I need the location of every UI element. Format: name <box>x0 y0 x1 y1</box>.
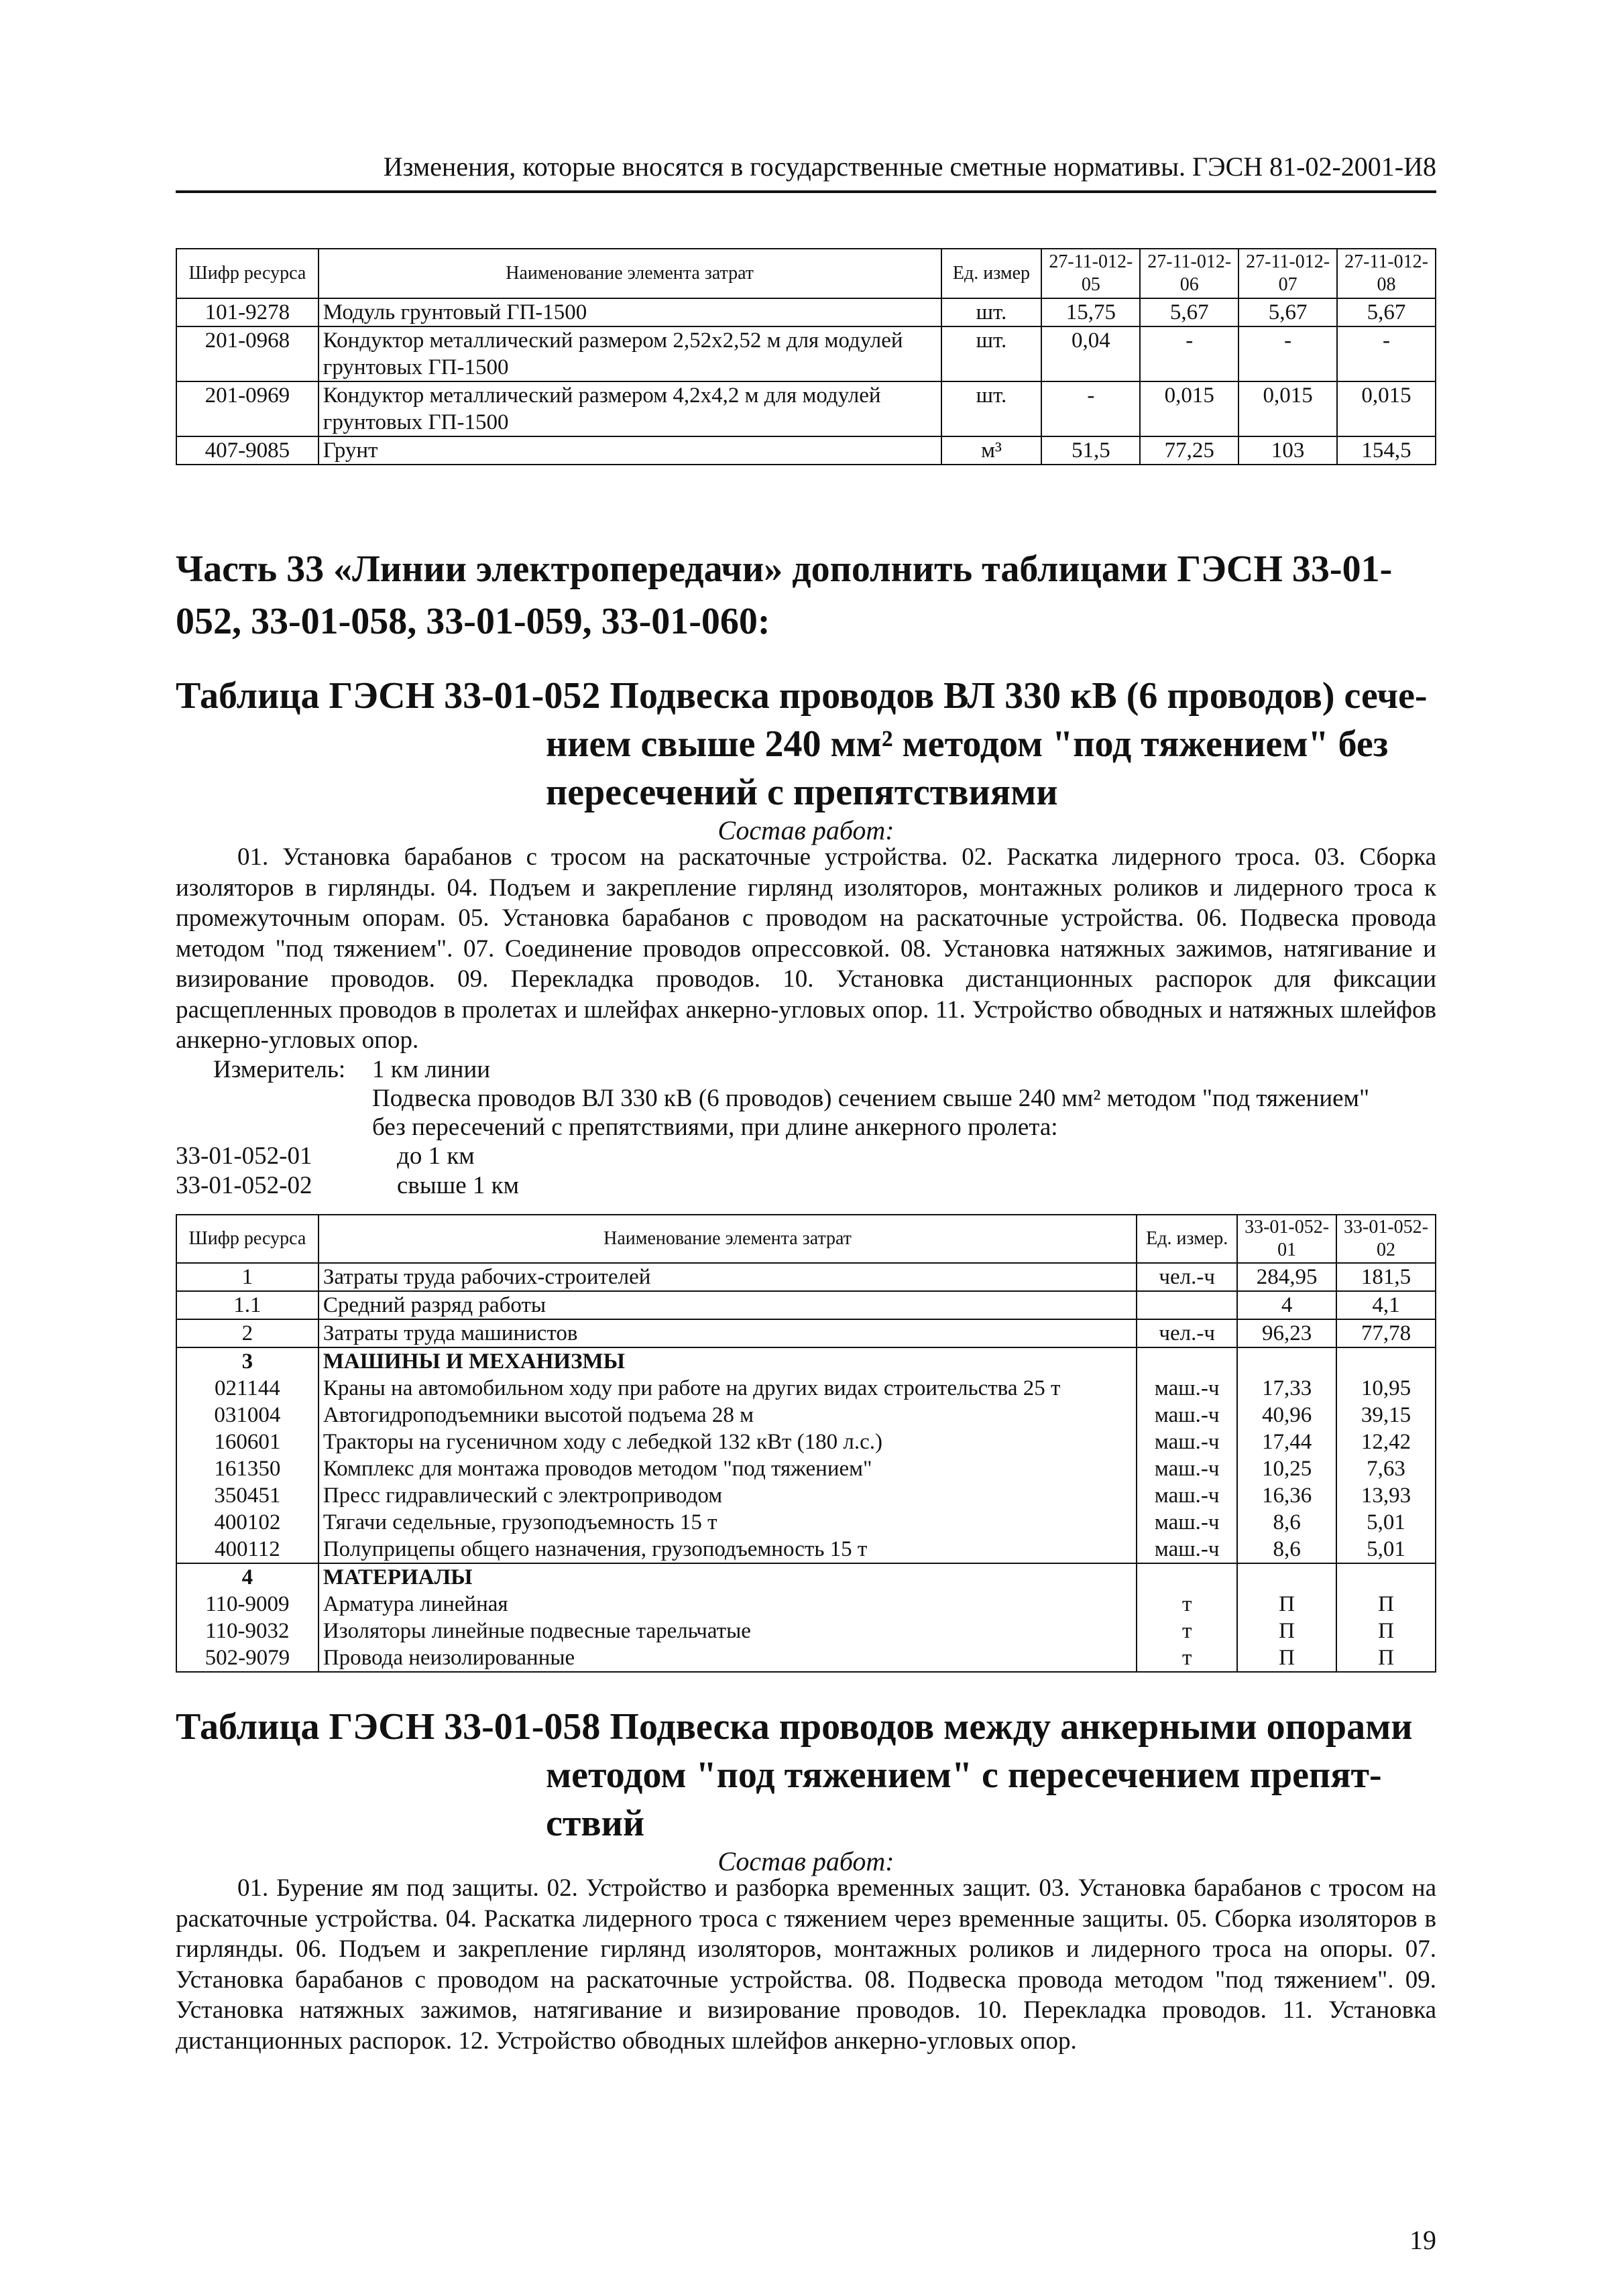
cell-unit: т <box>1137 1644 1237 1672</box>
cell-value: 4,1 <box>1336 1291 1436 1319</box>
table-row <box>176 1591 1436 1618</box>
table-row <box>176 1319 1436 1347</box>
table-row <box>176 1509 1436 1536</box>
cell-value: 10,95 <box>1336 1375 1436 1402</box>
table-052-title <box>176 672 1436 817</box>
cell-name: Модуль грунтовый ГП-1500 <box>319 298 941 326</box>
table-052-composition-label: Состав работ: <box>717 815 894 845</box>
cell-value: 0,04 <box>1041 326 1140 381</box>
cell-value: - <box>1337 326 1436 381</box>
cell-code: 201-0968 <box>176 326 319 381</box>
cell-value: 16,36 <box>1237 1482 1336 1509</box>
table-row <box>176 1429 1436 1455</box>
table-row <box>176 1644 1436 1672</box>
cell-name: Тягачи седельные, грузоподъемность 15 т <box>319 1509 1137 1536</box>
cell-value: 5,67 <box>1140 298 1238 326</box>
cell-value: 181,5 <box>1336 1263 1436 1291</box>
table-row <box>176 1402 1436 1429</box>
cell-section-heading: МАТЕРИАЛЫ <box>319 1563 1137 1591</box>
cell-unit: маш.-ч <box>1137 1402 1237 1429</box>
cell-value: 8,6 <box>1237 1509 1336 1536</box>
cell-section-heading: МАШИНЫ И МЕХАНИЗМЫ <box>319 1347 1137 1375</box>
running-header: Изменения, которые вносятся в государственные сметные нормативы. ГЭСН 81-02-2001-И8 <box>176 146 1436 193</box>
cell-code: 2 <box>176 1319 319 1347</box>
cell-value: 7,63 <box>1336 1455 1436 1482</box>
cell-name: Затраты труда машинистов <box>319 1319 1137 1347</box>
col-header-norm-07: 27-11-012-07 <box>1238 249 1337 298</box>
table-row <box>176 326 1436 381</box>
cell-unit: т <box>1137 1618 1237 1644</box>
table-row <box>176 1618 1436 1644</box>
cell-value: 4 <box>1237 1291 1336 1319</box>
cell-value: 17,33 <box>1237 1375 1336 1402</box>
cell-value: П <box>1237 1591 1336 1618</box>
cell-unit: маш.-ч <box>1137 1375 1237 1402</box>
cell-unit: м³ <box>941 436 1042 465</box>
cell-name: Автогидроподъемники высотой подъема 28 м <box>319 1402 1137 1429</box>
cell-unit: маш.-ч <box>1137 1536 1237 1563</box>
cell-name: Средний разряд работы <box>319 1291 1137 1319</box>
cell-code: 407-9085 <box>176 436 319 465</box>
col-header-unit: Ед. измер <box>941 249 1042 298</box>
cell-value: 12,42 <box>1336 1429 1436 1455</box>
table-row <box>176 1536 1436 1563</box>
cell-value: 17,44 <box>1237 1429 1336 1455</box>
cell-code: 502-9079 <box>176 1644 319 1672</box>
cell-code: 1.1 <box>176 1291 319 1319</box>
cell-code: 350451 <box>176 1482 319 1509</box>
cell-value: 5,67 <box>1238 298 1337 326</box>
table-row <box>176 1375 1436 1402</box>
table-058-composition-label: Состав работ: <box>717 1846 894 1876</box>
cell-code: 400102 <box>176 1509 319 1536</box>
cell-value: 40,96 <box>1237 1402 1336 1429</box>
cell-value: 0,015 <box>1238 381 1337 436</box>
cell-unit: маш.-ч <box>1137 1429 1237 1455</box>
cell-value: 154,5 <box>1337 436 1436 465</box>
table-row <box>176 1263 1436 1291</box>
table-058-title-line2: методом "под тяжением" с пересечением препят- <box>546 1754 1382 1796</box>
table-058-title-line1: Таблица ГЭСН 33-01-058 Подвеска проводов между анкерными опорами <box>176 1706 1413 1748</box>
cell-value: 13,93 <box>1336 1482 1436 1509</box>
cell-unit: шт. <box>941 381 1042 436</box>
cell-value <box>1237 1347 1336 1375</box>
cell-code: 101-9278 <box>176 298 319 326</box>
resource-table-27-11-012 <box>176 248 1436 465</box>
cell-unit: т <box>1137 1591 1237 1618</box>
table-058-title <box>176 1703 1436 1848</box>
norm-code: 33-01-052-02 <box>176 1172 312 1199</box>
cell-name: Комплекс для монтажа проводов методом "под тяжением" <box>319 1455 1137 1482</box>
cell-code: 031004 <box>176 1402 319 1429</box>
table-052-meter-value: 1 км линии <box>372 1056 491 1083</box>
cell-name: Полуприцепы общего назначения, грузоподъемность 15 т <box>319 1536 1137 1563</box>
cell-code: 021144 <box>176 1375 319 1402</box>
table-row <box>176 436 1436 465</box>
cell-unit: маш.-ч <box>1137 1455 1237 1482</box>
cell-value <box>1336 1563 1436 1591</box>
table-row <box>176 1563 1436 1591</box>
cell-value: 10,25 <box>1237 1455 1336 1482</box>
table-052-description-line1: Подвеска проводов ВЛ 330 кВ (6 проводов) сечением свыше 240 мм² методом "под тяжением" <box>372 1085 1370 1112</box>
cell-code: 1 <box>176 1263 319 1291</box>
table-row <box>176 1347 1436 1375</box>
cell-code: 3 <box>176 1347 319 1375</box>
cell-code: 160601 <box>176 1429 319 1455</box>
col-header-norm-02: 33-01-052-02 <box>1336 1215 1436 1263</box>
cell-name: Затраты труда рабочих-строителей <box>319 1263 1137 1291</box>
cell-name: Кондуктор металлический размером 4,2х4,2 м для модулей грунтовых ГП-1500 <box>319 381 941 436</box>
table-052-title-line3: пересечений с препятствиями <box>546 772 1058 813</box>
table-052-description-line2: без пересечений с препятствиями, при длине анкерного пролета: <box>372 1113 1058 1141</box>
part-33-heading: Часть 33 «Линии электропередачи» дополнить таблицами ГЭСН 33-01-052, 33-01-058, 33-01-059, 33-01-060: <box>176 548 1393 642</box>
cell-unit <box>1137 1563 1237 1591</box>
table-058-title-line3: ствий <box>546 1803 645 1844</box>
cell-name: Изоляторы линейные подвесные тарельчатые <box>319 1618 1137 1644</box>
table-row <box>176 298 1436 326</box>
cell-value: - <box>1238 326 1337 381</box>
cell-name: Кондуктор металлический размером 2,52х2,52 м для модулей грунтовых ГП-1500 <box>319 326 941 381</box>
norm-code-label: до 1 км <box>397 1142 475 1170</box>
cell-code: 161350 <box>176 1455 319 1482</box>
col-header-norm-01: 33-01-052-01 <box>1237 1215 1336 1263</box>
table-row <box>176 381 1436 436</box>
cell-value: 96,23 <box>1237 1319 1336 1347</box>
col-header-norm-06: 27-11-012-06 <box>1140 249 1238 298</box>
cell-unit: маш.-ч <box>1137 1482 1237 1509</box>
table-052-title-line2: нием свыше 240 мм² методом "под тяжением" без <box>546 723 1389 765</box>
cell-value <box>1237 1563 1336 1591</box>
cell-unit: чел.-ч <box>1137 1263 1237 1291</box>
table-058-composition-text: 01. Бурение ям под защиты. 02. Устройство и разборка временных защит. 03. Установка барабанов с тросом на раскаточные устройства. 04. Раскатка лидерного троса с тяжением через временные защиты. 05. Сборка изоляторов в гирлянды. 06. Подъем и закрепление гирлянд изоляторов, монтажных роликов и лидерного троса на опоры. 07. Установка барабанов с проводом на раскаточные устройства. 08. Подвеска провода методом "под тяжением". 09. Установка натяжных зажимов, натягивание и визирование проводов. 10. Перекладка проводов. 11. Установка дистанционных распорок. 12. Устройство обводных шлейфов анкерно-угловых опор. <box>176 1874 1436 2055</box>
col-header-unit: Ед. измер. <box>1137 1215 1237 1263</box>
table-header-row <box>176 249 1436 298</box>
cell-name: Грунт <box>319 436 941 465</box>
col-header-code: Шифр ресурса <box>176 1215 319 1263</box>
norm-code: 33-01-052-01 <box>176 1142 312 1170</box>
cell-value: 0,015 <box>1140 381 1238 436</box>
cell-value: 51,5 <box>1041 436 1140 465</box>
cell-name: Тракторы на гусеничном ходу с лебедкой 132 кВт (180 л.с.) <box>319 1429 1137 1455</box>
col-header-name: Наименование элемента затрат <box>319 249 941 298</box>
col-header-norm-08: 27-11-012-08 <box>1337 249 1436 298</box>
cell-value: П <box>1336 1618 1436 1644</box>
cell-value: 39,15 <box>1336 1402 1436 1429</box>
cell-value: 77,25 <box>1140 436 1238 465</box>
cell-code: 400112 <box>176 1536 319 1563</box>
table-052-composition-text: 01. Установка барабанов с тросом на раскаточные устройства. 02. Раскатка лидерного троса. 03. Сборка изоляторов в гирлянды. 04. Подъем и закрепление гирлянд изоляторов, монтажных роликов и лидерного троса к промежуточным опорам. 05. Установка барабанов с проводом на раскаточные устройства. 06. Подвеска провода методом "под тяжением". 07. Соединение проводов опрессовкой. 08. Установка натяжных зажимов, натягивание и визирование проводов. 09. Перекладка проводов. 10. Установка дистанционных распорок для фиксации расщепленных проводов в пролетах и шлейфах анкерно-угловых опор. 11. Устройство обводных и натяжных шлейфов анкерно-угловых опор. <box>176 843 1436 1054</box>
cell-value: П <box>1237 1644 1336 1672</box>
col-header-norm-05: 27-11-012-05 <box>1041 249 1140 298</box>
cell-value: 0,015 <box>1337 381 1436 436</box>
cell-value: П <box>1336 1644 1436 1672</box>
cell-value: 103 <box>1238 436 1337 465</box>
norm-code-label: свыше 1 км <box>397 1172 520 1199</box>
table-row <box>176 1455 1436 1482</box>
cell-name: Пресс гидравлический с электроприводом <box>319 1482 1137 1509</box>
cell-value: П <box>1336 1591 1436 1618</box>
table-row <box>176 1291 1436 1319</box>
cell-value <box>1336 1347 1436 1375</box>
cell-code: 201-0969 <box>176 381 319 436</box>
table-052-meter-label: Измеритель: <box>213 1056 346 1083</box>
page-number: 19 <box>1409 2225 1436 2255</box>
cell-unit <box>1137 1347 1237 1375</box>
cell-value: 15,75 <box>1041 298 1140 326</box>
cell-value: П <box>1237 1618 1336 1644</box>
cell-name: Краны на автомобильном ходу при работе на других видах строительства 25 т <box>319 1375 1137 1402</box>
table-row <box>176 1482 1436 1509</box>
cell-value: 5,01 <box>1336 1509 1436 1536</box>
cell-value: 77,78 <box>1336 1319 1436 1347</box>
cell-value: 5,67 <box>1337 298 1436 326</box>
cell-value: - <box>1140 326 1238 381</box>
cell-unit <box>1137 1291 1237 1319</box>
cell-value: - <box>1041 381 1140 436</box>
cell-unit: чел.-ч <box>1137 1319 1237 1347</box>
cell-value: 284,95 <box>1237 1263 1336 1291</box>
cell-unit: маш.-ч <box>1137 1509 1237 1536</box>
cell-name: Арматура линейная <box>319 1591 1137 1618</box>
cell-unit: шт. <box>941 326 1042 381</box>
cell-code: 110-9009 <box>176 1591 319 1618</box>
cell-unit: шт. <box>941 298 1042 326</box>
table-header-row <box>176 1215 1436 1263</box>
cell-code: 4 <box>176 1563 319 1591</box>
table-052-title-line1: Таблица ГЭСН 33-01-052 Подвеска проводов ВЛ 330 кВ (6 проводов) сече- <box>176 675 1428 717</box>
cell-code: 110-9032 <box>176 1618 319 1644</box>
cell-name: Провода неизолированные <box>319 1644 1137 1672</box>
col-header-code: Шифр ресурса <box>176 249 319 298</box>
cell-value: 5,01 <box>1336 1536 1436 1563</box>
cell-value: 8,6 <box>1237 1536 1336 1563</box>
col-header-name: Наименование элемента затрат <box>319 1215 1137 1263</box>
resource-table-33-01-052 <box>176 1214 1436 1673</box>
